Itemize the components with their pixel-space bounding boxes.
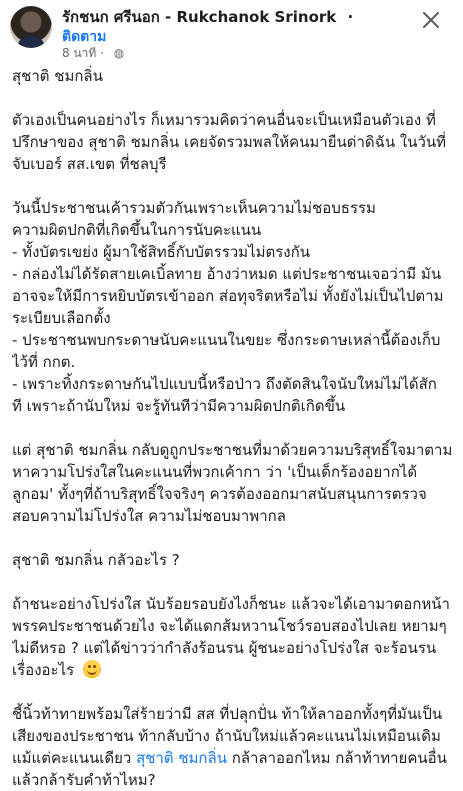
post-content xyxy=(12,65,456,789)
post-line-15: - เพราะทิ้งกระดาษกันไปแบบนี้หรือป่าว ถึงตัดสินใจนับใหม่ไม่ได้สัก xyxy=(12,375,437,393)
post-line-33: แล้วกล้ารับคำท้าไหม? xyxy=(12,771,156,789)
meta-dot: · xyxy=(100,46,104,60)
post-line-20: ลูกอม' ทั้งๆที่ถ้าบริสุทธิ์ใจจริงๆ ควรต้องออกมาสนับสนุนการตรวจ xyxy=(12,485,427,503)
post-line-28 xyxy=(12,659,456,681)
post-line-32 xyxy=(12,747,456,769)
post-line-30: ชี้นิ้วท้าทายพร้อมใส่ร้ายว่ามี สส ที่ปลุกปั่น ท้าให้ลาออกทั้งๆที่มันเป็น xyxy=(12,705,443,723)
post-header xyxy=(0,0,463,64)
post-timestamp[interactable]: 8 นาที xyxy=(62,46,97,60)
post-line-28-text: เรื่องอะไร xyxy=(12,661,75,679)
post-gap-5 xyxy=(12,571,456,593)
post-line-7: วันนี้ประชาชนเค้ารวมตัวกันเพราะเห็นความไม่ชอบธรรม xyxy=(12,199,376,217)
post-gap-3 xyxy=(12,417,456,439)
post-meta xyxy=(62,44,124,63)
post-line-12: ระเบียบเลือกตั้ง xyxy=(12,309,111,327)
post-line-19: หาความโปร่งใสในคะแนนที่พวกเค้ากา ว่า 'เป็นเด็กร้องอยากได้ xyxy=(12,463,418,481)
post-line-5: จับเบอร์ สส.เขต ที่ชลบุรี xyxy=(12,155,167,173)
post-line-21: สอบความไม่โปร่งใส ความไม่ชอบมาพากล xyxy=(12,507,286,525)
post-gap-6 xyxy=(12,681,456,703)
post-line-1: สุชาติ ชมกลิ่น xyxy=(12,67,103,85)
post-gap-4 xyxy=(12,527,456,549)
post-line-4: ปรึกษาของ สุชาติ ชมกลิ่น เคยจัดรวมพลให้คนมายืนด่าดิฉัน ในวันที่ xyxy=(12,133,447,151)
mention-link[interactable]: สุชาติ ชมกลิ่น xyxy=(136,749,227,767)
post-line-11: อาจจะให้มีการหยิบบัตรเข้าออก ส่อทุจริตหรือไม่ ทั้งยังไม่เป็นไปตาม xyxy=(12,287,444,305)
smiling-face-emoji xyxy=(83,660,101,678)
post-gap-2 xyxy=(12,175,456,197)
post-line-32-suffix: กล้าลาออกไหม กล้าท้าทายคนอื่น xyxy=(226,749,447,767)
post-line-9: - ทั้งบัตรเขย่ง ผู้มาใช้สิทธิ์กับบัตรรวมไม่ตรงกัน xyxy=(12,243,310,261)
post-line-32-prefix: แม้แต่คะแนนเดียว xyxy=(12,749,132,767)
post-line-26: พรรคประชาชนด้วยไง จะได้แดกส้มหวานโชว์รอบสองไปเลย หยามๆ xyxy=(12,617,447,635)
post-line-16: ที เพราะถ้านับใหม่ จะรู้ทันทีว่ามีความผิดปกติเกิดขึ้น xyxy=(12,397,346,415)
author-name[interactable]: รักชนก ศรีนอก - Rukchanok Srinork xyxy=(62,8,337,26)
post-line-23: สุชาติ ชมกลิ่น กลัวอะไร ? xyxy=(12,551,180,569)
post-line-25: ถ้าชนะอย่างโปร่งใส นับร้อยรอบยังไงก็ชนะ แล้วจะได้เอามาตอกหน้า xyxy=(12,595,450,613)
close-icon xyxy=(417,6,445,34)
post-line-8: ความผิดปกติที่เกิดขึ้นในการนับคะแนน xyxy=(12,221,262,239)
post-line-10: - กล่องไม่ได้รัดสายเคเบิ้ลทาย อ้างว่าหมด แต่ประชาชนเจอว่ามี มัน xyxy=(12,265,442,283)
post-line-31: เสียงของประชาชน ท้ากลับบ้าง ถ้านับใหม่แล้วคะแนนไม่เหมือนเดิม xyxy=(12,727,441,745)
post-gap-1 xyxy=(12,87,456,109)
follow-link[interactable]: ติดตาม xyxy=(62,29,107,45)
author-separator: · xyxy=(347,8,354,26)
avatar[interactable] xyxy=(10,6,52,48)
close-button[interactable] xyxy=(417,6,445,34)
author-line xyxy=(62,5,422,27)
post-line-18: แต่ สุชาติ ชมกลิ่น กลับดูถูกประชาชนที่มาด้วยความบริสุทธิ์ใจมาตาม xyxy=(12,441,453,459)
post-line-14: ไว้ที่ กกต. xyxy=(12,353,76,371)
post-line-27: ไม่ดีหรอ ? แต่ได้ข่าวว่ากำลังร้อนรน ผู้ชนะอย่างโปร่งใส จะร้อนรน xyxy=(12,639,437,657)
post-line-3: ตัวเองเป็นคนอย่างไร ก็เหมารวมคิดว่าคนอื่นจะเป็นเหมือนตัวเอง ที่ xyxy=(12,111,436,129)
post-line-13: - ประชาชนพบกระดาษนับคะแนนในขยะ ซึ่งกระดาษเหล่านี้ต้องเก็บ xyxy=(12,331,441,349)
public-globe-icon: ◍ xyxy=(113,46,125,60)
